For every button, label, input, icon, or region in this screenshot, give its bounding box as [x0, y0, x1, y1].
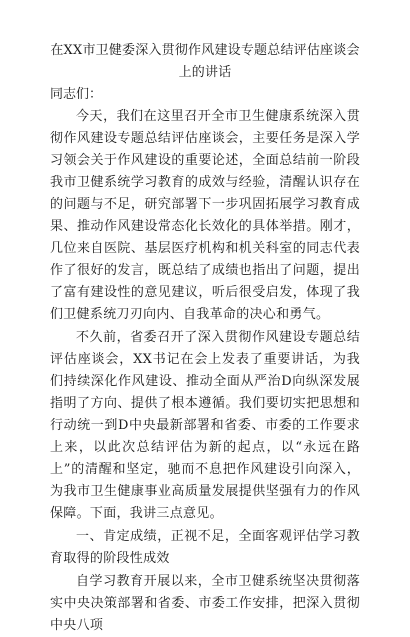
body-paragraph-2: 不久前，省委召开了深入贯彻作风建设专题总结评估座谈会，XX书记在会上发表了重要讲话，为我们持续深化作风建设、推动全面从严治D向纵深发展指明了方向、提供了根本遵循。我们要切实把思想和行动统一到D中央最新部署和省委、市委的工作要求上来，以此次总结评估为新的起点，以“永远在路上”的清醒和坚定，驰而不息把作风建设引向深入，为我市卫生健康事业高质量发展提供坚强有力的作风保障。下面，我讲三点意见。: [50, 330, 360, 521]
greeting: 同志们：: [50, 87, 103, 102]
document-title: 在XX市卫健委深入贯彻作风建设专题总结评估座谈会上的讲话: [50, 43, 360, 80]
body-paragraph-3: 自学习教育开展以来，全市卫健系统坚决贯彻落实中央决策部署和省委、市委工作安排，把深入贯彻中央八项: [50, 574, 360, 633]
body-paragraph-1: 今天，我们在这里召开全市卫生健康系统深入贯彻作风建设专题总结评估座谈会，主要任务是深入学习领会关于作风建设的重要论述，全面总结前一阶段我市卫健系统学习教育的成效与经验，清醒认识存在的问题与不足，研究部署下一步巩固拓展学习教育成果、推动作风建设常态化长效化的具体举措。刚才，几位来自医院、基层医疗机构和机关科室的同志代表作了很好的发言，既总结了成绩也指出了问题，提出了富有建设性的意见建议，听后很受启发，体现了我们卫健系统刀刃向内、自我革命的决心和勇气。: [50, 109, 360, 322]
section-heading-1: 一、肯定成绩，正视不足，全面客观评估学习教育取得的阶段性成效: [50, 529, 360, 566]
